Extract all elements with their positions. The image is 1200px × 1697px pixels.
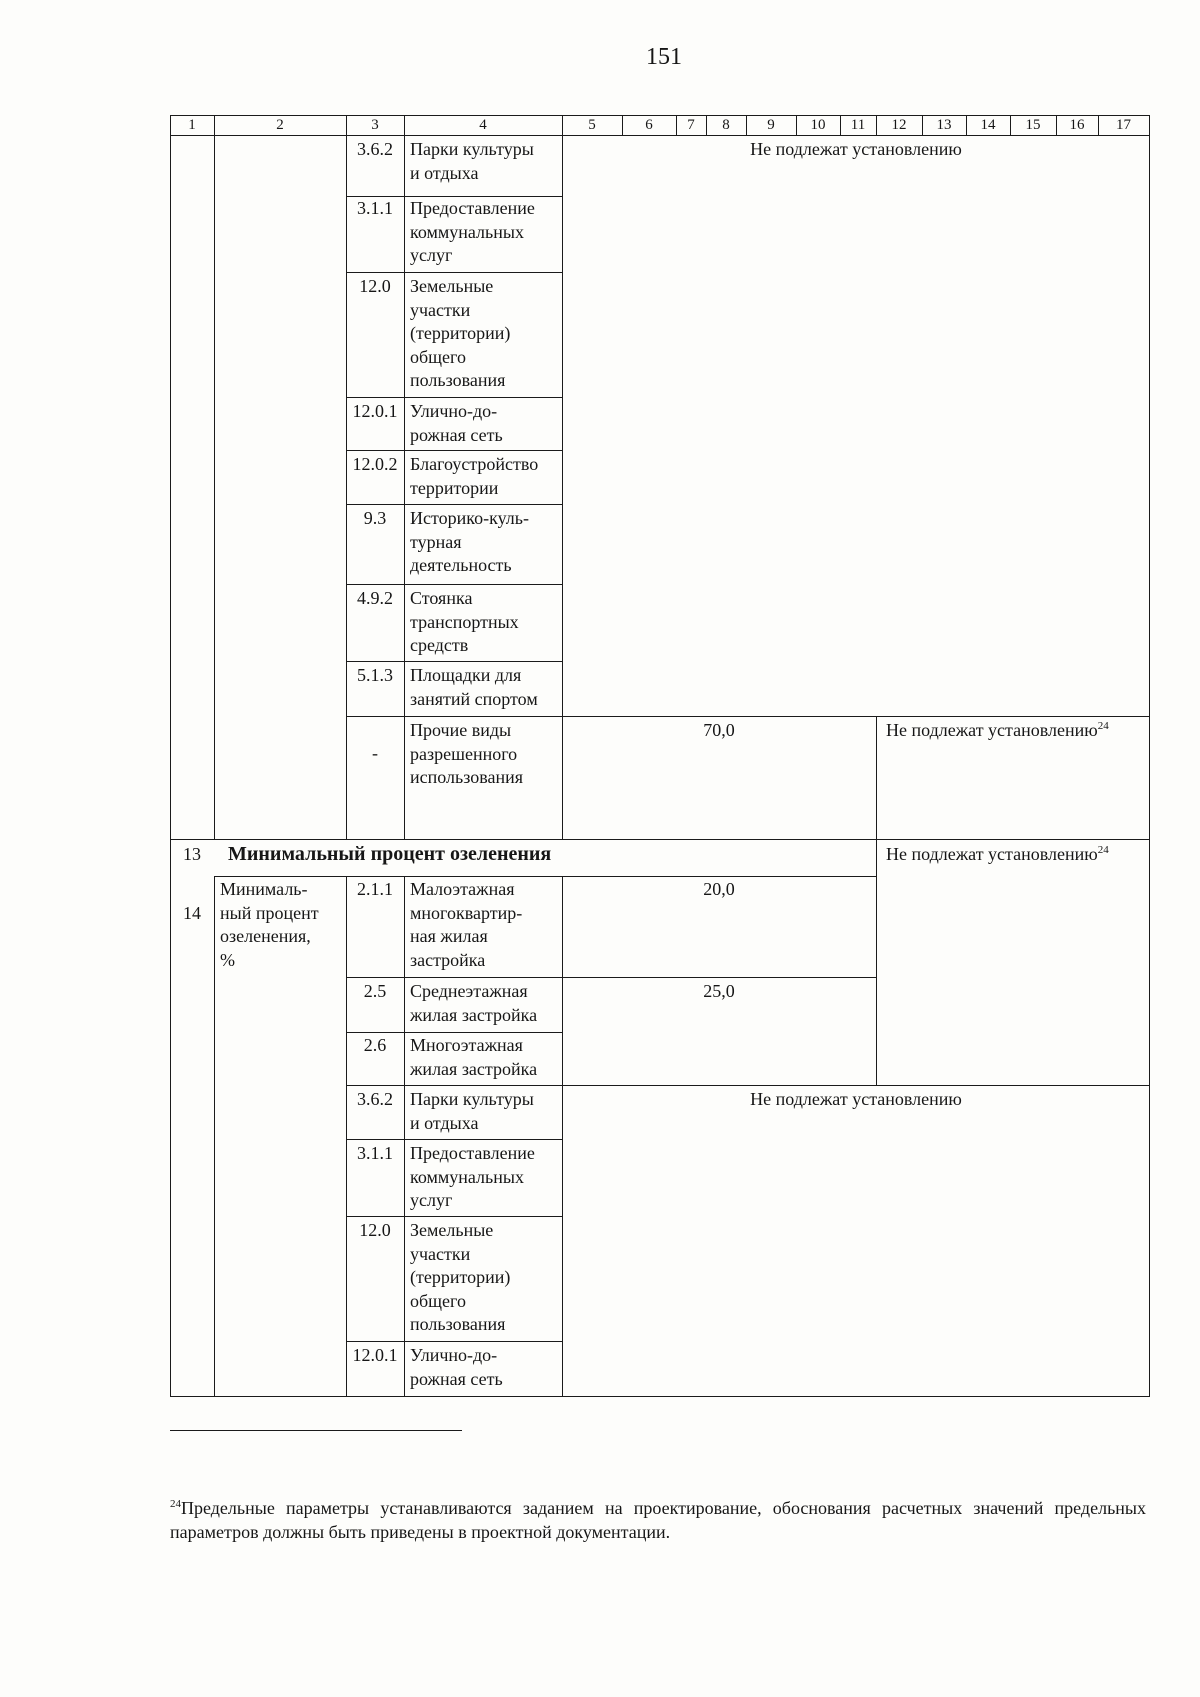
header-cell: 13 [936, 117, 952, 133]
use-name-cell: Среднеэтажная жилая застройка [410, 981, 538, 1025]
section-title: Минимальный процент озеленения [228, 843, 552, 865]
header-cell: 14 [980, 117, 996, 133]
use-name-cell: Парки культуры и отдыха [410, 139, 534, 183]
header-cell: 3 [371, 117, 379, 133]
header-cell: 7 [687, 117, 695, 133]
header-cell: 15 [1025, 117, 1041, 133]
value-not-set-fn: Не подлежат установлению$^{24}$ [886, 844, 1109, 864]
use-name-cell: Предоставление коммунальных услуг [410, 1143, 535, 1210]
code-cell: 2.1.1 [357, 879, 393, 899]
footnote-ref: 24 [1097, 844, 1109, 856]
code-cell: 12.0 [359, 276, 391, 296]
footnote [170, 1496, 1146, 1544]
header-cell: 1 [188, 117, 196, 133]
header-cell: 12 [891, 117, 907, 133]
row-number: 13 [183, 844, 201, 864]
use-name-cell: Малоэтажная многоквартир- ная жилая застройка [410, 879, 523, 970]
code-cell: 5.1.3 [357, 665, 393, 685]
value-not-set: Не подлежат установлению [750, 1089, 962, 1109]
header-cell: 17 [1116, 117, 1131, 133]
code-cell: 12.0.1 [352, 1345, 398, 1365]
code-cell: 3.1.1 [357, 1143, 393, 1163]
row-number: 14 [183, 903, 201, 923]
use-name-cell: Улично-до- рожная сеть [410, 401, 503, 445]
use-name-cell: Прочие виды разрешенного использования [410, 720, 524, 787]
use-name-cell: Предоставление коммунальных услуг [410, 198, 535, 265]
header-cell: 8 [722, 117, 730, 133]
footnote-ref: 24 [1097, 720, 1109, 732]
use-name-cell: Земельные участки (территории) общего пользования [410, 276, 511, 390]
value-not-set-fn: Не подлежат установлению$^{24}$ [886, 720, 1109, 740]
footnote-separator [170, 1430, 462, 1431]
footnote-mark: 24 [170, 1498, 181, 1510]
value-cell: 25,0 [703, 981, 735, 1001]
code-cell: 2.6 [363, 1035, 387, 1055]
code-cell: 12.0.1 [352, 401, 398, 421]
use-name-cell: Многоэтажная жилая застройка [410, 1035, 538, 1079]
use-name-cell: Парки культуры и отдыха [410, 1089, 534, 1133]
code-cell: 12.0 [359, 1220, 391, 1240]
code-cell: 9.3 [363, 508, 387, 528]
use-name-cell: Площадки для занятий спортом [410, 665, 538, 709]
page-number: 151 [646, 44, 682, 70]
code-cell: 12.0.2 [352, 454, 398, 474]
parameter-name: Минималь- ный процент озеленения, % [220, 879, 319, 970]
use-name-cell: Благоустройство территории [410, 454, 539, 498]
use-name-cell: Стоянка транспортных средств [410, 588, 519, 655]
code-cell: 3.6.2 [357, 1089, 393, 1109]
code-cell: 4.9.2 [357, 588, 393, 608]
value-other-uses: 70,0 [703, 720, 735, 740]
code-cell: 3.6.2 [357, 139, 393, 159]
use-name-cell: Земельные участки (территории) общего пользования [410, 1220, 511, 1334]
header-cell: 16 [1069, 117, 1085, 133]
header-cell: 2 [276, 117, 284, 133]
header-cell: 10 [810, 117, 826, 133]
header-cell: 5 [588, 117, 596, 133]
use-name-cell: Историко-куль- турная деятельность [410, 508, 529, 575]
value-not-set: Не подлежат установлению [750, 139, 962, 159]
value-cell: 20,0 [703, 879, 735, 899]
header-cell: 9 [767, 117, 775, 133]
code-cell: 3.1.1 [357, 198, 393, 218]
header-cell: 11 [850, 117, 866, 133]
footnote-text: Предельные параметры устанавливаются заданием на проектирование, обоснования расчетных значений предельных параметров должны быть приведены в проектной документации. [170, 1498, 1146, 1542]
header-cell: 4 [479, 117, 487, 133]
code-cell: 2.5 [363, 981, 387, 1001]
code-cell: - [372, 743, 378, 763]
header-cell: 6 [645, 117, 653, 133]
use-name-cell: Улично-до- рожная сеть [410, 1345, 503, 1389]
